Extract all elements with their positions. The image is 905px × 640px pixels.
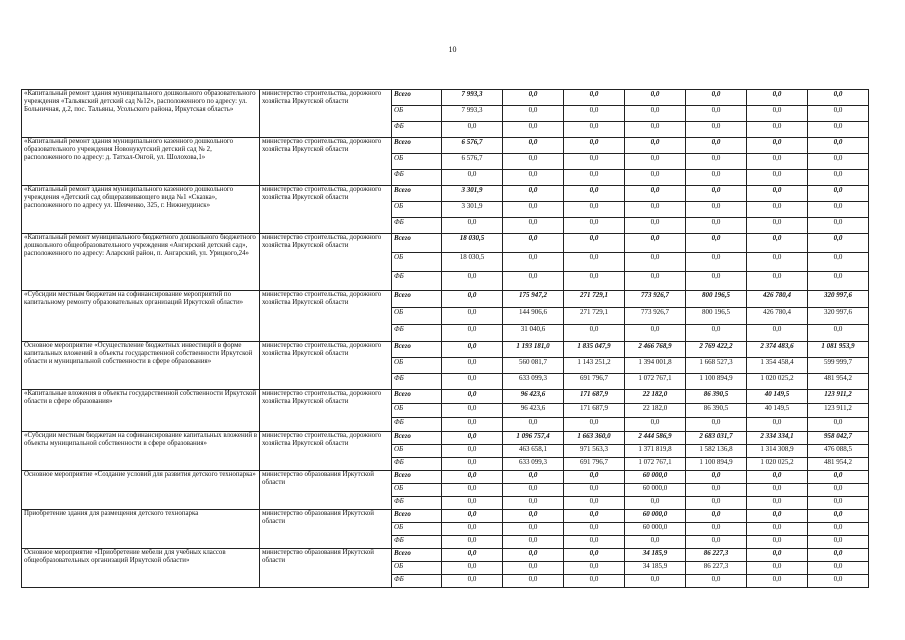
- amount-cell: 0,0: [747, 562, 808, 575]
- responsible-executor: министерство строительства, дорожного хозяйства Иркутской области: [260, 390, 392, 432]
- amount-cell: 0,0: [564, 154, 625, 170]
- amount-cell: 0,0: [442, 458, 503, 471]
- funding-source: ФБ: [392, 170, 442, 186]
- amount-cell: 40 149,5: [747, 390, 808, 404]
- amount-cell: 0,0: [747, 523, 808, 536]
- amount-cell: 0,0: [625, 138, 686, 154]
- table-row: [22, 234, 869, 253]
- amount-cell: 0,0: [686, 170, 747, 186]
- funding-source: Всего: [392, 549, 442, 562]
- amount-cell: 0,0: [747, 90, 808, 106]
- amount-cell: 0,0: [625, 218, 686, 234]
- amount-cell: 0,0: [747, 575, 808, 588]
- amount-cell: 171 687,9: [564, 390, 625, 404]
- amount-cell: 0,0: [686, 497, 747, 510]
- amount-cell: 0,0: [686, 202, 747, 218]
- amount-cell: 0,0: [503, 202, 564, 218]
- amount-cell: 0,0: [747, 272, 808, 291]
- amount-cell: 0,0: [564, 186, 625, 202]
- event-description: «Субсидии местным бюджетам на софинансирование капитальных вложений в объекты муниципальной собственности в сфере образования»: [22, 432, 260, 471]
- funding-source: ОБ: [392, 358, 442, 374]
- amount-cell: 0,0: [808, 325, 869, 342]
- amount-cell: 0,0: [442, 484, 503, 497]
- amount-cell: 34 185,9: [625, 562, 686, 575]
- amount-cell: 0,0: [686, 218, 747, 234]
- amount-cell: 0,0: [442, 536, 503, 549]
- amount-cell: 0,0: [503, 122, 564, 138]
- amount-cell: 320 997,6: [808, 308, 869, 325]
- amount-cell: 0,0: [686, 418, 747, 432]
- amount-cell: 40 149,5: [747, 404, 808, 418]
- amount-cell: 7 993,3: [442, 90, 503, 106]
- amount-cell: 0,0: [808, 523, 869, 536]
- amount-cell: 1 663 360,0: [564, 432, 625, 445]
- amount-cell: 86 390,5: [686, 404, 747, 418]
- amount-cell: 0,0: [503, 575, 564, 588]
- amount-cell: 22 182,0: [625, 390, 686, 404]
- amount-cell: 0,0: [442, 291, 503, 308]
- amount-cell: 0,0: [686, 272, 747, 291]
- amount-cell: 0,0: [808, 218, 869, 234]
- amount-cell: 958 042,7: [808, 432, 869, 445]
- amount-cell: 0,0: [747, 138, 808, 154]
- amount-cell: 0,0: [747, 154, 808, 170]
- amount-cell: 0,0: [808, 497, 869, 510]
- amount-cell: 0,0: [625, 154, 686, 170]
- funding-source: Всего: [392, 510, 442, 523]
- amount-cell: 0,0: [808, 575, 869, 588]
- budget-table: [21, 89, 869, 588]
- amount-cell: 481 954,2: [808, 458, 869, 471]
- responsible-executor: министерство образования Иркутской области: [260, 510, 392, 549]
- amount-cell: 0,0: [503, 186, 564, 202]
- amount-cell: 123 911,2: [808, 404, 869, 418]
- amount-cell: 2 466 768,9: [625, 342, 686, 358]
- amount-cell: 0,0: [564, 418, 625, 432]
- funding-source: Всего: [392, 471, 442, 484]
- amount-cell: 0,0: [564, 523, 625, 536]
- amount-cell: 426 780,4: [747, 291, 808, 308]
- amount-cell: 560 081,7: [503, 358, 564, 374]
- amount-cell: 633 099,3: [503, 374, 564, 390]
- amount-cell: 1 081 953,9: [808, 342, 869, 358]
- amount-cell: 0,0: [625, 202, 686, 218]
- event-description: «Капитальный ремонт здания муниципального дошкольного образовательного учреждения «Тальякский детский сад №12», расположенного по адресу: ул. Больничная, д.2, пос. Тальяны, Усольского района, Иркутская область»: [22, 90, 260, 138]
- amount-cell: 0,0: [442, 471, 503, 484]
- amount-cell: 1 072 767,1: [625, 374, 686, 390]
- amount-cell: 0,0: [686, 510, 747, 523]
- amount-cell: 0,0: [808, 484, 869, 497]
- funding-source: ФБ: [392, 575, 442, 588]
- amount-cell: 0,0: [808, 90, 869, 106]
- amount-cell: 123 911,2: [808, 390, 869, 404]
- amount-cell: 971 563,3: [564, 445, 625, 458]
- amount-cell: 0,0: [686, 325, 747, 342]
- amount-cell: 0,0: [503, 484, 564, 497]
- amount-cell: 0,0: [625, 253, 686, 272]
- amount-cell: 0,0: [808, 272, 869, 291]
- table-row: [22, 342, 869, 358]
- amount-cell: 96 423,6: [503, 390, 564, 404]
- amount-cell: 18 030,5: [442, 234, 503, 253]
- amount-cell: 1 835 047,9: [564, 342, 625, 358]
- amount-cell: 31 040,6: [503, 325, 564, 342]
- amount-cell: 1 354 458,4: [747, 358, 808, 374]
- amount-cell: 0,0: [564, 575, 625, 588]
- funding-source: ОБ: [392, 523, 442, 536]
- amount-cell: 0,0: [686, 90, 747, 106]
- funding-source: Всего: [392, 234, 442, 253]
- amount-cell: 0,0: [442, 549, 503, 562]
- amount-cell: 0,0: [442, 390, 503, 404]
- amount-cell: 773 926,7: [625, 291, 686, 308]
- amount-cell: 0,0: [747, 202, 808, 218]
- amount-cell: 2 683 031,7: [686, 432, 747, 445]
- amount-cell: 3 301,9: [442, 186, 503, 202]
- amount-cell: 0,0: [686, 523, 747, 536]
- amount-cell: 0,0: [503, 418, 564, 432]
- funding-source: ФБ: [392, 218, 442, 234]
- funding-source: ФБ: [392, 272, 442, 291]
- funding-source: Всего: [392, 186, 442, 202]
- event-description: Основное мероприятие «Приобретение мебели для учебных классов общеобразовательных организаций Иркутской области»: [22, 549, 260, 588]
- funding-source: ОБ: [392, 562, 442, 575]
- amount-cell: 1 100 894,9: [686, 374, 747, 390]
- amount-cell: 800 196,5: [686, 308, 747, 325]
- funding-source: ОБ: [392, 202, 442, 218]
- amount-cell: 60 000,0: [625, 510, 686, 523]
- amount-cell: 0,0: [686, 122, 747, 138]
- amount-cell: 0,0: [686, 106, 747, 122]
- amount-cell: 0,0: [442, 418, 503, 432]
- amount-cell: 0,0: [503, 272, 564, 291]
- amount-cell: 96 423,6: [503, 404, 564, 418]
- amount-cell: 0,0: [747, 484, 808, 497]
- amount-cell: 0,0: [808, 510, 869, 523]
- amount-cell: 481 954,2: [808, 374, 869, 390]
- table-row: [22, 90, 869, 106]
- amount-cell: 320 997,6: [808, 291, 869, 308]
- table-row: [22, 549, 869, 562]
- funding-source: ФБ: [392, 122, 442, 138]
- amount-cell: 0,0: [686, 138, 747, 154]
- responsible-executor: министерство строительства, дорожного хозяйства Иркутской области: [260, 138, 392, 186]
- amount-cell: 463 658,1: [503, 445, 564, 458]
- funding-source: Всего: [392, 342, 442, 358]
- amount-cell: 0,0: [503, 510, 564, 523]
- amount-cell: 0,0: [808, 562, 869, 575]
- funding-source: Всего: [392, 432, 442, 445]
- amount-cell: 0,0: [747, 549, 808, 562]
- amount-cell: 0,0: [503, 523, 564, 536]
- amount-cell: 0,0: [442, 510, 503, 523]
- amount-cell: 0,0: [747, 170, 808, 186]
- responsible-executor: министерство строительства, дорожного хозяйства Иркутской области: [260, 342, 392, 390]
- event-description: «Капитальный ремонт здания муниципального казенного дошкольного образовательного учреждения Новонукутский детский сад № 2, расположенного по адресу: д. Татхал-Онгой, ул. Шолохова,1»: [22, 138, 260, 186]
- event-description: Приобретение здания для размещения детского технопарка: [22, 510, 260, 549]
- amount-cell: 86 227,3: [686, 549, 747, 562]
- amount-cell: 0,0: [442, 122, 503, 138]
- amount-cell: 0,0: [564, 549, 625, 562]
- funding-source: ОБ: [392, 445, 442, 458]
- amount-cell: 0,0: [747, 536, 808, 549]
- amount-cell: 0,0: [442, 523, 503, 536]
- amount-cell: 0,0: [564, 218, 625, 234]
- responsible-executor: министерство строительства, дорожного хозяйства Иркутской области: [260, 186, 392, 234]
- table-row: [22, 390, 869, 404]
- amount-cell: 0,0: [442, 562, 503, 575]
- amount-cell: 3 301,9: [442, 202, 503, 218]
- event-description: Основное мероприятие «Создание условий для развития детского технопарка»: [22, 471, 260, 510]
- amount-cell: 0,0: [503, 471, 564, 484]
- amount-cell: 633 099,3: [503, 458, 564, 471]
- amount-cell: 0,0: [808, 471, 869, 484]
- amount-cell: 1 371 819,8: [625, 445, 686, 458]
- amount-cell: 0,0: [808, 154, 869, 170]
- funding-source: ФБ: [392, 458, 442, 471]
- funding-source: Всего: [392, 90, 442, 106]
- responsible-executor: министерство строительства, дорожного хозяйства Иркутской области: [260, 234, 392, 291]
- amount-cell: 0,0: [808, 418, 869, 432]
- amount-cell: 0,0: [625, 325, 686, 342]
- event-description: «Капитальный ремонт здания муниципального казенного дошкольного учреждения «Детский сад общеразвивающего вида №1 «Сказка», расположенного по адресу ул. Шевченко, 325, г. Нижнеудинск»: [22, 186, 260, 234]
- funding-source: ОБ: [392, 253, 442, 272]
- amount-cell: 0,0: [625, 170, 686, 186]
- amount-cell: 60 000,0: [625, 484, 686, 497]
- amount-cell: 0,0: [808, 253, 869, 272]
- amount-cell: 773 926,7: [625, 308, 686, 325]
- amount-cell: 0,0: [564, 497, 625, 510]
- amount-cell: 0,0: [564, 170, 625, 186]
- responsible-executor: министерство строительства, дорожного хозяйства Иркутской области: [260, 90, 392, 138]
- amount-cell: 0,0: [564, 90, 625, 106]
- amount-cell: 0,0: [747, 253, 808, 272]
- amount-cell: 0,0: [564, 106, 625, 122]
- amount-cell: 1 668 527,3: [686, 358, 747, 374]
- amount-cell: 2 334 334,1: [747, 432, 808, 445]
- amount-cell: 0,0: [686, 234, 747, 253]
- amount-cell: 0,0: [625, 418, 686, 432]
- amount-cell: 0,0: [625, 122, 686, 138]
- amount-cell: 0,0: [503, 154, 564, 170]
- funding-source: ОБ: [392, 404, 442, 418]
- amount-cell: 34 185,9: [625, 549, 686, 562]
- amount-cell: 0,0: [564, 325, 625, 342]
- responsible-executor: министерство строительства, дорожного хозяйства Иркутской области: [260, 432, 392, 471]
- event-description: «Капитальные вложения в объекты государственной собственности Иркутской области в сфере образования»: [22, 390, 260, 432]
- amount-cell: 1 143 251,2: [564, 358, 625, 374]
- amount-cell: 0,0: [747, 471, 808, 484]
- amount-cell: 0,0: [625, 497, 686, 510]
- amount-cell: 0,0: [625, 186, 686, 202]
- amount-cell: 1 020 025,2: [747, 458, 808, 471]
- amount-cell: 0,0: [564, 272, 625, 291]
- amount-cell: 0,0: [503, 549, 564, 562]
- amount-cell: 0,0: [564, 202, 625, 218]
- amount-cell: 0,0: [747, 186, 808, 202]
- amount-cell: 0,0: [808, 170, 869, 186]
- amount-cell: 1 096 757,4: [503, 432, 564, 445]
- amount-cell: 18 030,5: [442, 253, 503, 272]
- amount-cell: 271 729,1: [564, 291, 625, 308]
- amount-cell: 0,0: [747, 325, 808, 342]
- amount-cell: 0,0: [808, 106, 869, 122]
- amount-cell: 0,0: [503, 536, 564, 549]
- amount-cell: 0,0: [747, 510, 808, 523]
- amount-cell: 0,0: [442, 575, 503, 588]
- amount-cell: 0,0: [686, 484, 747, 497]
- amount-cell: 6 576,7: [442, 138, 503, 154]
- amount-cell: 0,0: [442, 497, 503, 510]
- amount-cell: 0,0: [503, 497, 564, 510]
- amount-cell: 0,0: [808, 138, 869, 154]
- amount-cell: 691 796,7: [564, 374, 625, 390]
- funding-source: ОБ: [392, 484, 442, 497]
- funding-source: ФБ: [392, 325, 442, 342]
- amount-cell: 0,0: [442, 308, 503, 325]
- amount-cell: 2 444 586,9: [625, 432, 686, 445]
- funding-source: ФБ: [392, 497, 442, 510]
- amount-cell: 175 947,2: [503, 291, 564, 308]
- amount-cell: 1 394 001,8: [625, 358, 686, 374]
- amount-cell: 0,0: [686, 253, 747, 272]
- amount-cell: 0,0: [747, 418, 808, 432]
- amount-cell: 0,0: [686, 186, 747, 202]
- funding-source: ФБ: [392, 536, 442, 549]
- amount-cell: 0,0: [808, 202, 869, 218]
- table-row: [22, 291, 869, 308]
- amount-cell: 6 576,7: [442, 154, 503, 170]
- amount-cell: 0,0: [747, 122, 808, 138]
- amount-cell: 1 020 025,2: [747, 374, 808, 390]
- amount-cell: 0,0: [625, 234, 686, 253]
- amount-cell: 0,0: [503, 90, 564, 106]
- amount-cell: 0,0: [442, 342, 503, 358]
- amount-cell: 1 100 894,9: [686, 458, 747, 471]
- amount-cell: 0,0: [564, 510, 625, 523]
- amount-cell: 0,0: [442, 404, 503, 418]
- amount-cell: 0,0: [503, 106, 564, 122]
- amount-cell: 1 193 181,0: [503, 342, 564, 358]
- responsible-executor: министерство образования Иркутской области: [260, 471, 392, 510]
- amount-cell: 0,0: [503, 138, 564, 154]
- event-description: «Субсидии местным бюджетам на софинансирование мероприятий по капитальному ремонту образовательных организаций Иркутской области»: [22, 291, 260, 342]
- amount-cell: 0,0: [747, 218, 808, 234]
- table-row: [22, 471, 869, 484]
- amount-cell: 0,0: [564, 562, 625, 575]
- amount-cell: 271 729,1: [564, 308, 625, 325]
- amount-cell: 0,0: [686, 154, 747, 170]
- amount-cell: 7 993,3: [442, 106, 503, 122]
- amount-cell: 0,0: [442, 358, 503, 374]
- amount-cell: 0,0: [564, 253, 625, 272]
- amount-cell: 0,0: [564, 536, 625, 549]
- amount-cell: 0,0: [564, 122, 625, 138]
- amount-cell: 2 374 483,6: [747, 342, 808, 358]
- amount-cell: 144 906,6: [503, 308, 564, 325]
- table-row: [22, 432, 869, 445]
- amount-cell: 0,0: [503, 253, 564, 272]
- amount-cell: 0,0: [625, 90, 686, 106]
- amount-cell: 0,0: [808, 234, 869, 253]
- event-description: Основное мероприятие «Осуществление бюджетных инвестиций в форме капитальных вложений в объекты государственной собственности Иркутской области и муниципальной собственности в сфере образования»: [22, 342, 260, 390]
- amount-cell: 86 227,3: [686, 562, 747, 575]
- funding-source: ФБ: [392, 374, 442, 390]
- amount-cell: 0,0: [625, 106, 686, 122]
- amount-cell: 0,0: [442, 272, 503, 291]
- funding-source: Всего: [392, 390, 442, 404]
- funding-source: ОБ: [392, 154, 442, 170]
- amount-cell: 60 000,0: [625, 523, 686, 536]
- amount-cell: 0,0: [503, 234, 564, 253]
- amount-cell: 1 072 767,1: [625, 458, 686, 471]
- amount-cell: 86 390,5: [686, 390, 747, 404]
- amount-cell: 0,0: [442, 170, 503, 186]
- funding-source: ОБ: [392, 106, 442, 122]
- amount-cell: 0,0: [564, 484, 625, 497]
- funding-source: ОБ: [392, 308, 442, 325]
- responsible-executor: министерство образования Иркутской области: [260, 549, 392, 588]
- amount-cell: 0,0: [625, 272, 686, 291]
- amount-cell: 0,0: [747, 106, 808, 122]
- amount-cell: 0,0: [625, 536, 686, 549]
- table-row: [22, 138, 869, 154]
- funding-source: Всего: [392, 291, 442, 308]
- amount-cell: 0,0: [686, 471, 747, 484]
- amount-cell: 0,0: [503, 218, 564, 234]
- amount-cell: 0,0: [686, 575, 747, 588]
- amount-cell: 0,0: [564, 234, 625, 253]
- amount-cell: 0,0: [442, 218, 503, 234]
- amount-cell: 0,0: [442, 445, 503, 458]
- amount-cell: 2 769 422,2: [686, 342, 747, 358]
- amount-cell: 0,0: [442, 374, 503, 390]
- amount-cell: 1 582 136,8: [686, 445, 747, 458]
- amount-cell: 0,0: [442, 325, 503, 342]
- amount-cell: 171 687,9: [564, 404, 625, 418]
- table-row: [22, 186, 869, 202]
- funding-source: Всего: [392, 138, 442, 154]
- event-description: «Капитальный ремонт муниципального бюджетного дошкольного бюджетного дошкольного общеобразовательного учреждения «Ангирский детский сад», расположенного по адресу: Аларский район, п. Ангарский, ул. Урицкого,24»: [22, 234, 260, 291]
- funding-source: ФБ: [392, 418, 442, 432]
- amount-cell: 426 780,4: [747, 308, 808, 325]
- amount-cell: 0,0: [686, 536, 747, 549]
- table-row: [22, 510, 869, 523]
- amount-cell: 0,0: [808, 536, 869, 549]
- amount-cell: 0,0: [503, 170, 564, 186]
- amount-cell: 0,0: [808, 186, 869, 202]
- amount-cell: 0,0: [747, 234, 808, 253]
- page-number: 10: [448, 45, 457, 54]
- responsible-executor: министерство строительства, дорожного хозяйства Иркутской области: [260, 291, 392, 342]
- amount-cell: 476 088,5: [808, 445, 869, 458]
- amount-cell: 22 182,0: [625, 404, 686, 418]
- amount-cell: 0,0: [625, 575, 686, 588]
- amount-cell: 0,0: [747, 497, 808, 510]
- amount-cell: 691 796,7: [564, 458, 625, 471]
- amount-cell: 60 000,0: [625, 471, 686, 484]
- amount-cell: 0,0: [564, 471, 625, 484]
- amount-cell: 0,0: [503, 562, 564, 575]
- amount-cell: 599 999,7: [808, 358, 869, 374]
- amount-cell: 800 196,5: [686, 291, 747, 308]
- amount-cell: 0,0: [808, 549, 869, 562]
- amount-cell: 1 314 308,9: [747, 445, 808, 458]
- amount-cell: 0,0: [808, 122, 869, 138]
- amount-cell: 0,0: [564, 138, 625, 154]
- amount-cell: 0,0: [442, 432, 503, 445]
